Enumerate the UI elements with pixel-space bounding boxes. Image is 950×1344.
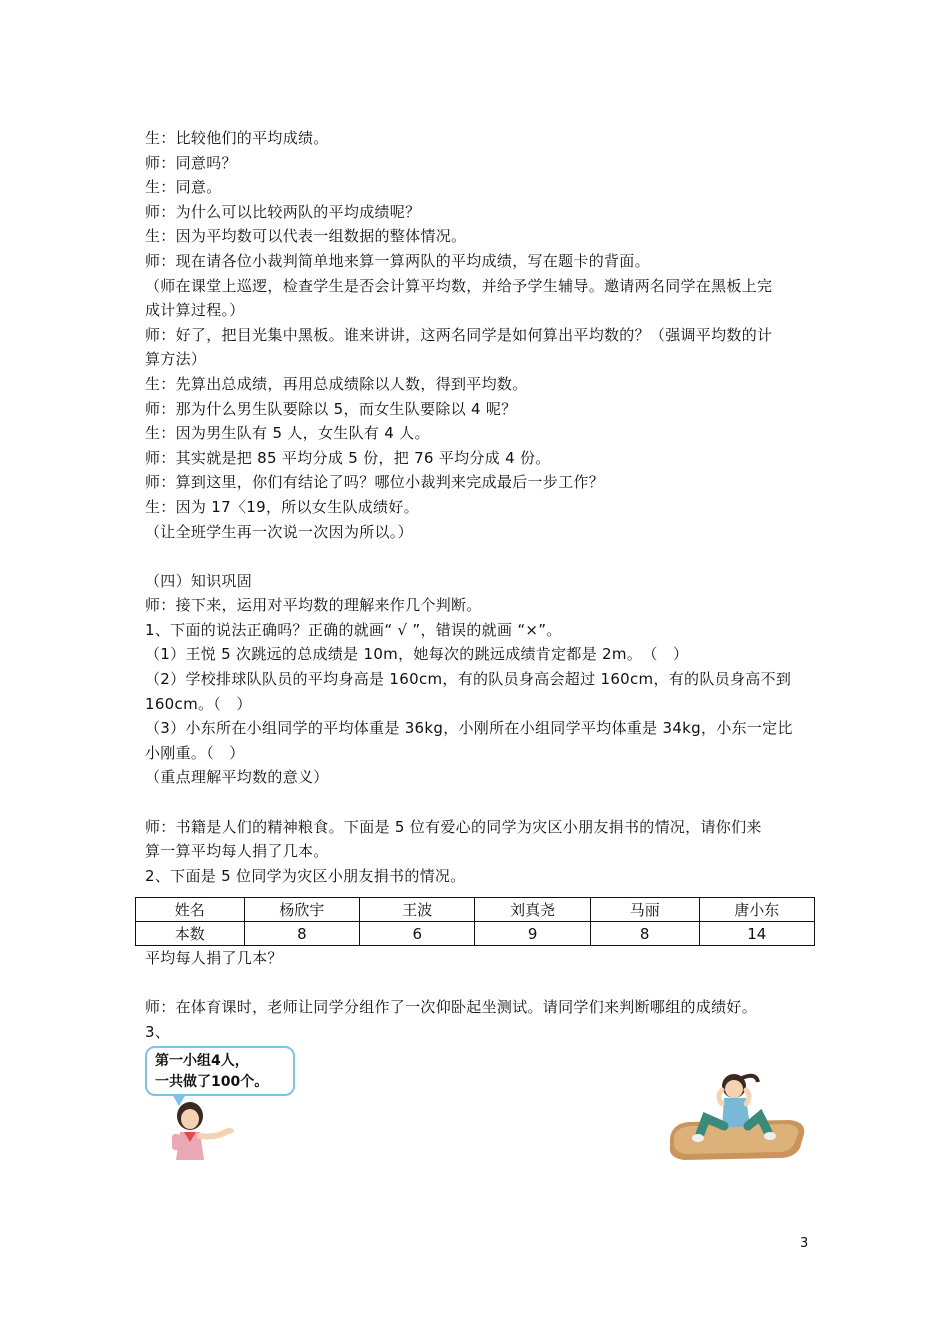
table-cell: 9 [475, 922, 590, 946]
blank-line [145, 544, 825, 569]
text-line: 师：算到这里，你们有结论了吗？哪位小裁判来完成最后一步工作？ [145, 473, 605, 492]
text-line: 师：那为什么男生队要除以 5，而女生队要除以 4 呢？ [145, 399, 517, 418]
text-line: 160cm。（ ） [145, 694, 252, 713]
text-line: 生：因为平均数可以代表一组数据的整体情况。 [145, 227, 467, 246]
text-line: 小刚重。（ ） [145, 743, 245, 762]
text-line: 1、下面的说法正确吗？正确的就画“ √ ”，错误的就画 “×”。 [145, 620, 562, 639]
text-line: （3）小东所在小组同学的平均体重是 36kg，小刚所在小组同学平均体重是 34kg，小东一定比 [145, 719, 793, 738]
table-cell: 6 [360, 922, 475, 946]
text-line: 师：接下来，运用对平均数的理解来作几个判断。 [145, 596, 482, 615]
blank-line [145, 790, 825, 815]
speech-bubble-line: 第一小组4人， [155, 1053, 249, 1069]
table-cell: 8 [244, 922, 359, 946]
speech-bubble [145, 1046, 295, 1096]
table-header-cell: 唐小东 [699, 898, 814, 922]
table-cell: 8 [590, 922, 699, 946]
text-line: （让全班学生再一次说一次因为所以。） [145, 522, 413, 541]
text-line: （师在课堂上巡逻，检查学生是否会计算平均数，并给予学生辅导。邀请两名同学在黑板上完 [145, 276, 773, 295]
book-donation-table [135, 897, 815, 946]
text-line: 师：现在请各位小裁判简单地来算一算两队的平均成绩，写在题卡的背面。 [145, 251, 650, 270]
lesson-transcript [145, 126, 825, 888]
page-number: 3 [800, 1236, 809, 1251]
girl-illustration [160, 1098, 240, 1168]
text-line: 师：为什么可以比较两队的平均成绩呢？ [145, 202, 421, 221]
text-line: 师：好了，把目光集中黑板。谁来讲讲，这两名同学是如何算出平均数的？（强调平均数的计 [145, 325, 773, 344]
text-line: 生：比较他们的平均成绩。 [145, 129, 329, 147]
text-line: 3、 [145, 1022, 171, 1041]
text-line: 生：同意。 [145, 178, 222, 197]
table-cell: 本数 [136, 922, 245, 946]
table-header-cell: 马丽 [590, 898, 699, 922]
text-line: 师：同意吗？ [145, 153, 237, 172]
table-header-cell: 王波 [360, 898, 475, 922]
text-line: 生：先算出总成绩，再用总成绩除以人数，得到平均数。 [145, 374, 528, 393]
table-row [136, 922, 815, 946]
table-header-cell: 姓名 [136, 898, 245, 922]
text-line: 算方法） [145, 350, 207, 369]
table-header-row [136, 898, 815, 922]
text-line: 生：因为 17〈19，所以女生队成绩好。 [145, 497, 419, 516]
table-cell: 14 [699, 922, 814, 946]
text-line: （1）王悦 5 次跳远的总成绩是 10m，她每次的跳远成绩肯定都是 2m。 （ ） [145, 645, 689, 664]
text-line: 2、下面是 5 位同学为灾区小朋友捐书的情况。 [145, 866, 466, 885]
blank-line [145, 971, 825, 996]
situp-illustration [664, 1068, 810, 1164]
text-line: （四）知识巩固 [145, 571, 253, 590]
text-line: （2）学校排球队队员的平均身高是 160cm，有的队员身高会超过 160cm，有的队员身高不到 [145, 670, 792, 689]
table-header-cell: 杨欣宇 [244, 898, 359, 922]
text-line: 算一算平均每人捐了几本。 [145, 842, 329, 861]
table-header-cell: 刘真尧 [475, 898, 590, 922]
speech-bubble-line: 一共做了100个。 [155, 1074, 269, 1090]
text-line: （重点理解平均数的意义） [145, 768, 329, 787]
text-line: 成计算过程。） [145, 301, 245, 320]
text-line: 平均每人捐了几本？ [145, 949, 283, 967]
text-line: 师：书籍是人们的精神粮食。下面是 5 位有爱心的同学为灾区小朋友捐书的情况，请你们来 [145, 817, 762, 836]
text-line: 师：其实就是把 85 平均分成 5 份，把 76 平均分成 4 份。 [145, 448, 551, 467]
lesson-transcript-continued [145, 946, 825, 1044]
text-line: 生：因为男生队有 5 人，女生队有 4 人。 [145, 424, 430, 443]
text-line: 师：在体育课时，老师让同学分组作了一次仰卧起坐测试。请同学们来判断哪组的成绩好。 [145, 998, 758, 1017]
